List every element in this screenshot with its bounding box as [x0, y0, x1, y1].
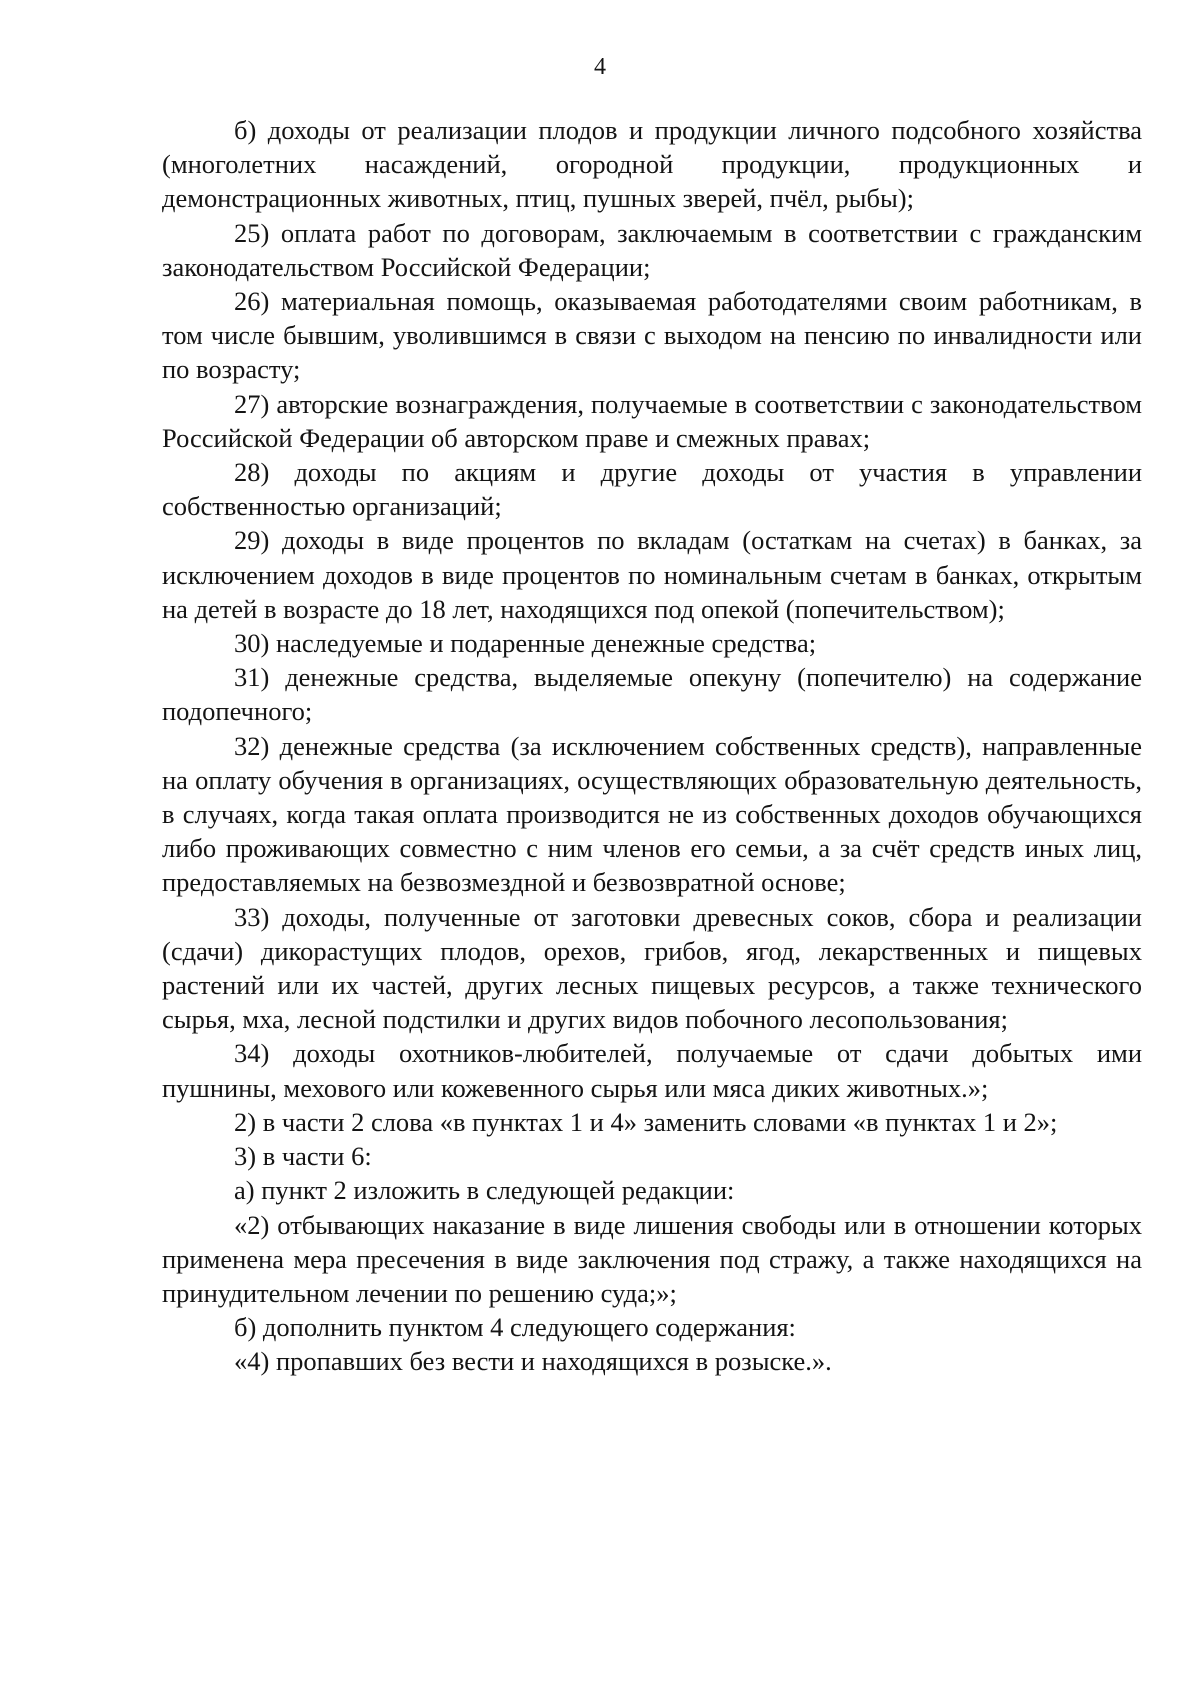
paragraph-28-share-income: 28) доходы по акциям и другие доходы от участия в управлении собственностью организаций; [162, 457, 1142, 522]
paragraph-30-inherited-funds: 30) наследуемые и подаренные денежные средства; [234, 628, 817, 659]
document-body [162, 113, 1142, 1379]
paragraph-27-author-fees: 27) авторские вознаграждения, получаемые в соответствии с законодательством Российской Федерации об авторском праве и смежных правах; [162, 388, 1142, 453]
paragraph-amendment-3a: а) пункт 2 изложить в следующей редакции: [234, 1175, 735, 1206]
paragraph-34-hunter-income: 34) доходы охотников-любителей, получаемые от сдачи добытых ими пушнины, мехового или кожевенного сырья или мяса диких животных.»; [162, 1038, 1142, 1103]
paragraph-26-material-aid: 26) материальная помощь, оказываемая работодателями своим работникам, в том числе бывшим, уволившимся в связи с выходом на пенсию по инвалидности или по возрасту; [162, 286, 1142, 385]
paragraph-quoted-item-2: «2) отбывающих наказание в виде лишения свободы или в отношении которых применена мера пресечения в виде заключения под стражу, а также находящихся на принудительном лечении по решению суда;»; [162, 1209, 1142, 1308]
paragraph-33-forest-income: 33) доходы, полученные от заготовки древесных соков, сбора и реализации (сдачи) дикорастущих плодов, орехов, грибов, ягод, лекарственных и пищевых растений или их частей, других лесных пищевых ресурсов, а также технического сырья, мха, лесной подстилки и других видов побочного лесопользования; [162, 901, 1142, 1035]
paragraph-amendment-3b: б) дополнить пунктом 4 следующего содержания: [234, 1312, 796, 1343]
paragraph-29-deposit-interest: 29) доходы в виде процентов по вкладам (остаткам на счетах) в банках, за исключением доходов в виде процентов по номинальным счетам в банках, открытым на детей в возрасте до 18 лет, находящихся под опекой (попечительством); [162, 525, 1142, 624]
paragraph-quoted-item-4: «4) пропавших без вести и находящихся в розыске.». [234, 1346, 832, 1377]
paragraph-25-contract-payment: 25) оплата работ по договорам, заключаемым в соответствии с гражданским законодательством Российской Федерации; [162, 217, 1142, 282]
paragraph-b-subsidiary-farm-income: б) доходы от реализации плодов и продукции личного подсобного хозяйства (многолетних насаждений, огородной продукции, продукционных и демонстрационных животных, птиц, пушных зверей, пчёл, рыбы); [162, 115, 1142, 214]
paragraph-31-guardian-funds: 31) денежные средства, выделяемые опекуну (попечителю) на содержание подопечного; [162, 662, 1142, 727]
paragraph-32-education-funds: 32) денежные средства (за исключением собственных средств), направленные на оплату обучения в организациях, осуществляющих образовательную деятельность, в случаях, когда такая оплата производится не из собственных доходов обучающихся либо проживающих совместно с ним членов его семьи, а за счёт средств иных лиц, предоставляемых на безвозмездной и безвозвратной основе; [162, 730, 1142, 898]
paragraph-amendment-3: 3) в части 6: [234, 1141, 372, 1172]
paragraph-amendment-2: 2) в части 2 слова «в пунктах 1 и 4» заменить словами «в пунктах 1 и 2»; [234, 1106, 1058, 1137]
page-number: 4 [594, 54, 606, 80]
